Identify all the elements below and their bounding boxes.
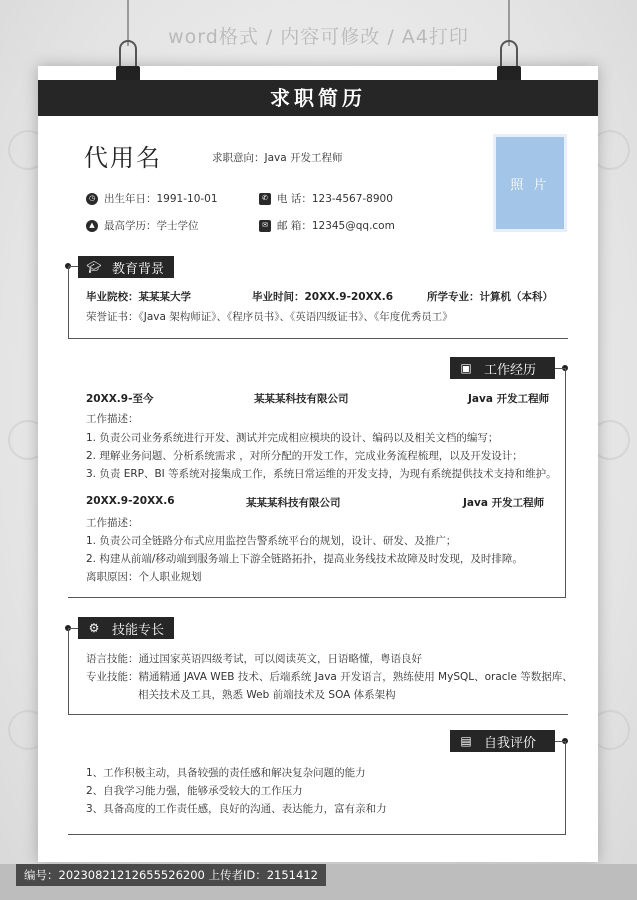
footer-id: 编号：20230821212655526200 上传者ID：2151412	[16, 864, 326, 886]
job-desc-item: 3. 负责 ERP、BI 等系统对接集成工作，系统日常运维的开发支持，为现有系统提供技术支持和维护。	[86, 468, 557, 480]
edu-honors: 荣誉证书：《Java 架构师证》、《程序员书》、《英语四级证书》、《年度优秀员工》	[86, 311, 453, 323]
section-title: 教育背景	[112, 261, 165, 277]
format-banner: word格式 / 内容可修改 / A4打印	[168, 26, 469, 48]
job-desc-title: 工作描述：	[86, 413, 139, 425]
job-desc-title: 工作描述：	[86, 517, 139, 529]
email-text: 邮 箱：12345@qq.com	[277, 220, 395, 232]
job-role: Java 开发工程师	[468, 393, 550, 405]
info-birth	[86, 191, 218, 206]
edu-major: 所学专业：计算机（本科）	[427, 291, 553, 303]
info-email	[259, 218, 395, 233]
job-role: Java 开发工程师	[463, 497, 545, 509]
section-title: 自我评价	[484, 735, 537, 751]
skill-professional-cont: 相关技术及工具，熟悉 Web 前端技术及 SOA 体系架构	[138, 689, 396, 701]
section-title: 技能专长	[112, 622, 165, 638]
section-rule	[68, 338, 568, 339]
info-degree	[86, 218, 199, 233]
section-rule	[68, 266, 69, 338]
section-title: 工作经历	[484, 362, 537, 378]
edu-school: 毕业院校：某某某大学	[86, 291, 191, 303]
job-desc-item: 1. 负责公司全链路分布式应用监控告警系统平台的规划，设计、研发、及推广；	[86, 535, 457, 547]
job-period: 20XX.9-至今	[86, 393, 154, 405]
section-rule	[565, 368, 566, 597]
section-rule	[68, 597, 566, 598]
job-leave-reason: 离职原因：个人职业规划	[86, 571, 202, 583]
gear-icon: ⚙	[88, 621, 100, 635]
job-intent: 求职意向：Java 开发工程师	[212, 152, 343, 164]
birth-text: 出生年日：1991-10-01	[104, 193, 218, 205]
binder-clip-icon	[113, 40, 143, 82]
applicant-name: 代用名	[84, 144, 162, 172]
job-period: 20XX.9-20XX.6	[86, 495, 175, 507]
edu-time: 毕业时间：20XX.9-20XX.6	[252, 291, 394, 303]
section-self-label	[450, 730, 555, 752]
clock-icon: ◷	[86, 193, 98, 205]
photo-label: 照 片	[510, 177, 550, 193]
briefcase-icon: ▣	[460, 361, 472, 375]
info-phone	[259, 191, 393, 206]
section-education-label	[78, 256, 174, 278]
section-rule	[68, 266, 78, 267]
binder-clip-icon	[494, 40, 524, 82]
section-rule	[555, 741, 565, 742]
self-item: 3、具备高度的工作责任感，良好的沟通、表达能力，富有亲和力	[86, 803, 387, 815]
graduation-cap-icon: ▲	[86, 220, 98, 232]
job-desc-item: 2. 理解业务问题、分析系统需求 ，对所分配的开发工作，完成业务流程梳理，以及开发设计；	[86, 450, 523, 462]
job-desc-item: 2. 构建从前端/移动端到服务端上下游全链路拓扑，提高业务线技术故障及时发现，及时排障。	[86, 553, 523, 565]
section-rule	[68, 714, 568, 715]
degree-text: 最高学历：学士学位	[104, 220, 199, 232]
section-rule	[555, 368, 565, 369]
section-rule	[565, 741, 566, 834]
job-company: 某某某科技有限公司	[246, 497, 341, 509]
self-item: 1、工作积极主动，具备较强的责任感和解决复杂问题的能力	[86, 767, 366, 779]
envelope-icon: ✉	[259, 220, 271, 232]
clipboard-icon: ▤	[460, 734, 472, 748]
photo-placeholder	[493, 134, 567, 232]
skill-professional: 专业技能：精通精通 JAVA WEB 技术、后端系统 Java 开发语言，熟练使用 MySQL、oracle 等数据库、	[86, 671, 573, 683]
job-desc-item: 1. 负责公司业务系统进行开发、测试并完成相应模块的设计、编码以及相关文档的编写；	[86, 432, 499, 444]
phone-icon: ✆	[259, 193, 271, 205]
graduation-cap-icon: 🎓︎	[86, 260, 102, 274]
resume-title: 求职简历	[38, 80, 598, 116]
section-work-label	[450, 357, 555, 379]
section-rule	[68, 628, 69, 714]
self-item: 2、自我学习能力强，能够承受较大的工作压力	[86, 785, 303, 797]
section-skills-label	[78, 617, 174, 639]
phone-text: 电 话：123-4567-8900	[277, 193, 393, 205]
section-rule	[68, 834, 566, 835]
skill-language: 语言技能：通过国家英语四级考试，可以阅读英文，日语略懂，粤语良好	[86, 653, 422, 665]
job-company: 某某某科技有限公司	[254, 393, 349, 405]
section-rule	[68, 628, 78, 629]
